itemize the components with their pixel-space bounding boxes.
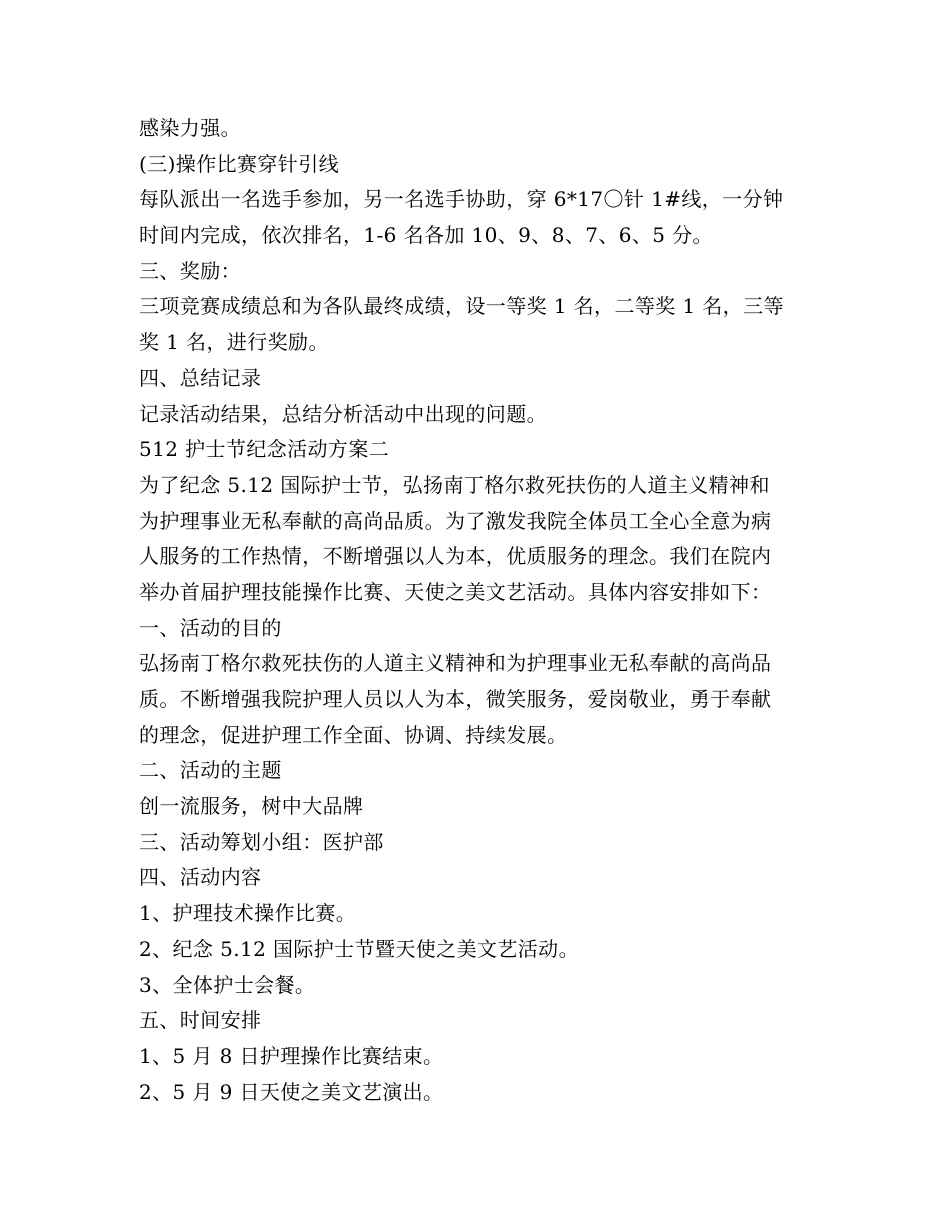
text-line: 质。不断增强我院护理人员以人为本，微笑服务，爱岗敬业，勇于奉献 [139, 687, 772, 711]
text-line: 为了纪念 5.12 国际护士节，弘扬南丁格尔救死扶伤的人道主义精神和 [139, 472, 770, 497]
text-line: 三项竞赛成绩总和为各队最终成绩，设一等奖 1 名，二等奖 1 名，三等 [139, 294, 784, 319]
text-line: 人服务的工作热情，不断增强以人为本，优质服务的理念。我们在院内 [139, 544, 772, 569]
text-line: 记录活动结果，总结分析活动中出现的问题。 [139, 401, 547, 426]
section-heading: 三、奖励： [139, 258, 241, 283]
text-line: 的理念，促进护理工作全面、协调、持续发展。 [139, 722, 568, 747]
text-line: 每队派出一名选手参加，另一名选手协助，穿 6*17〇针 1#线，一分钟 [139, 187, 784, 212]
text-line: 奖 1 名，进行奖励。 [139, 330, 329, 355]
list-item: 1、护理技术操作比赛。 [139, 901, 357, 926]
section-heading: 三、活动筹划小组：医护部 [139, 829, 384, 854]
document-title: 512 护士节纪念活动方案二 [139, 437, 390, 462]
list-item: 1、5 月 8 日护理操作比赛结束。 [139, 1043, 444, 1068]
text-line: 感染力强。 [139, 116, 241, 140]
section-heading: 四、总结记录 [139, 365, 262, 390]
list-item: 3、全体护士会餐。 [139, 972, 316, 997]
text-line: 时间内完成，依次排名，1-6 名各加 10、9、8、7、6、5 分。 [139, 223, 713, 248]
text-line: 为护理事业无私奉献的高尚品质。为了激发我院全体员工全心全意为病 [139, 508, 772, 533]
section-heading: (三)操作比赛穿针引线 [139, 151, 340, 176]
list-item: 2、5 月 9 日天使之美文艺演出。 [139, 1079, 444, 1104]
section-heading: 五、时间安排 [139, 1008, 262, 1033]
section-heading: 二、活动的主题 [139, 758, 282, 783]
text-line: 创一流服务，树中大品牌 [139, 794, 364, 819]
section-heading: 一、活动的目的 [139, 615, 282, 640]
list-item: 2、纪念 5.12 国际护士节暨天使之美文艺活动。 [139, 936, 579, 961]
document-body [139, 111, 817, 1110]
text-line: 弘扬南丁格尔救死扶伤的人道主义精神和为护理事业无私奉献的高尚品 [139, 651, 772, 676]
section-heading: 四、活动内容 [139, 865, 262, 890]
text-line: 举办首届护理技能操作比赛、天使之美文艺活动。具体内容安排如下： [139, 579, 772, 604]
